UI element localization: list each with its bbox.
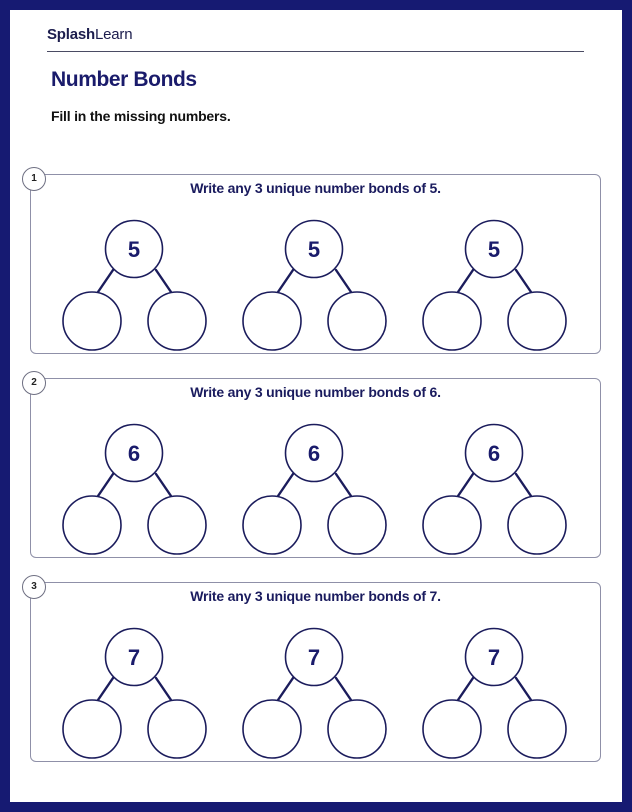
part-circle-right[interactable]: [148, 700, 206, 758]
number-bond-3: [423, 221, 566, 351]
whole-number: 7: [307, 645, 321, 670]
number-bond-3: [423, 425, 566, 555]
bond-connector-left: [458, 270, 473, 292]
bond-connector-right: [516, 474, 531, 496]
bond-connector-right: [156, 474, 171, 496]
whole-number: 5: [487, 237, 501, 262]
bond-connector-right: [336, 474, 351, 496]
part-circle-right[interactable]: [508, 292, 566, 350]
number-bond-1: [63, 629, 206, 759]
whole-number: 5: [307, 237, 321, 262]
question-prompt: Write any 3 unique number bonds of 6.: [190, 384, 441, 400]
logo-light-text: Learn: [94, 26, 133, 43]
bond-connector-right: [156, 678, 171, 700]
logo-bold-text: Splash: [47, 26, 95, 43]
number-bonds-row: [10, 378, 622, 560]
question-prompt: Write any 3 unique number bonds of 7.: [190, 588, 441, 604]
part-circle-left[interactable]: [423, 700, 481, 758]
bond-connector-left: [278, 474, 293, 496]
part-circle-left[interactable]: [63, 292, 121, 350]
part-circle-right[interactable]: [328, 496, 386, 554]
number-bond-2: [243, 221, 386, 351]
number-bond-3: [423, 629, 566, 759]
bond-connector-right: [156, 270, 171, 292]
whole-number: 7: [487, 645, 501, 670]
bond-connector-right: [516, 270, 531, 292]
question-prompt: Write any 3 unique number bonds of 5.: [190, 180, 441, 196]
header-divider: [47, 51, 584, 52]
worksheet-page: [10, 10, 622, 802]
page-title: Number Bonds: [51, 68, 197, 91]
question-number-badge: 3: [22, 575, 46, 599]
part-circle-left[interactable]: [423, 496, 481, 554]
part-circle-right[interactable]: [328, 292, 386, 350]
instructions: Fill in the missing numbers.: [51, 108, 231, 124]
question-box-2: [30, 378, 601, 558]
question-box-3: [30, 582, 601, 762]
part-circle-right[interactable]: [148, 292, 206, 350]
part-circle-left[interactable]: [63, 496, 121, 554]
whole-number: 5: [127, 237, 141, 262]
splashlearn-logo: [47, 26, 132, 43]
question-box-1: [30, 174, 601, 354]
number-bond-1: [63, 425, 206, 555]
whole-number: 6: [487, 441, 501, 466]
bond-connector-left: [278, 678, 293, 700]
bond-connector-left: [278, 270, 293, 292]
part-circle-left[interactable]: [243, 496, 301, 554]
part-circle-right[interactable]: [148, 496, 206, 554]
part-circle-right[interactable]: [508, 496, 566, 554]
bond-connector-left: [458, 678, 473, 700]
bond-connector-right: [336, 678, 351, 700]
bond-connector-left: [98, 474, 113, 496]
whole-number: 6: [307, 441, 321, 466]
number-bond-1: [63, 221, 206, 351]
part-circle-left[interactable]: [423, 292, 481, 350]
number-bonds-row: [10, 582, 622, 764]
part-circle-left[interactable]: [243, 292, 301, 350]
whole-number: 6: [127, 441, 141, 466]
bond-connector-left: [458, 474, 473, 496]
question-number-badge: 2: [22, 371, 46, 395]
whole-number: 7: [127, 645, 141, 670]
number-bonds-row: [10, 174, 622, 356]
bond-connector-right: [516, 678, 531, 700]
number-bond-2: [243, 425, 386, 555]
bond-connector-left: [98, 678, 113, 700]
part-circle-right[interactable]: [328, 700, 386, 758]
part-circle-left[interactable]: [63, 700, 121, 758]
question-number-badge: 1: [22, 167, 46, 191]
number-bond-2: [243, 629, 386, 759]
bond-connector-left: [98, 270, 113, 292]
part-circle-left[interactable]: [243, 700, 301, 758]
part-circle-right[interactable]: [508, 700, 566, 758]
bond-connector-right: [336, 270, 351, 292]
